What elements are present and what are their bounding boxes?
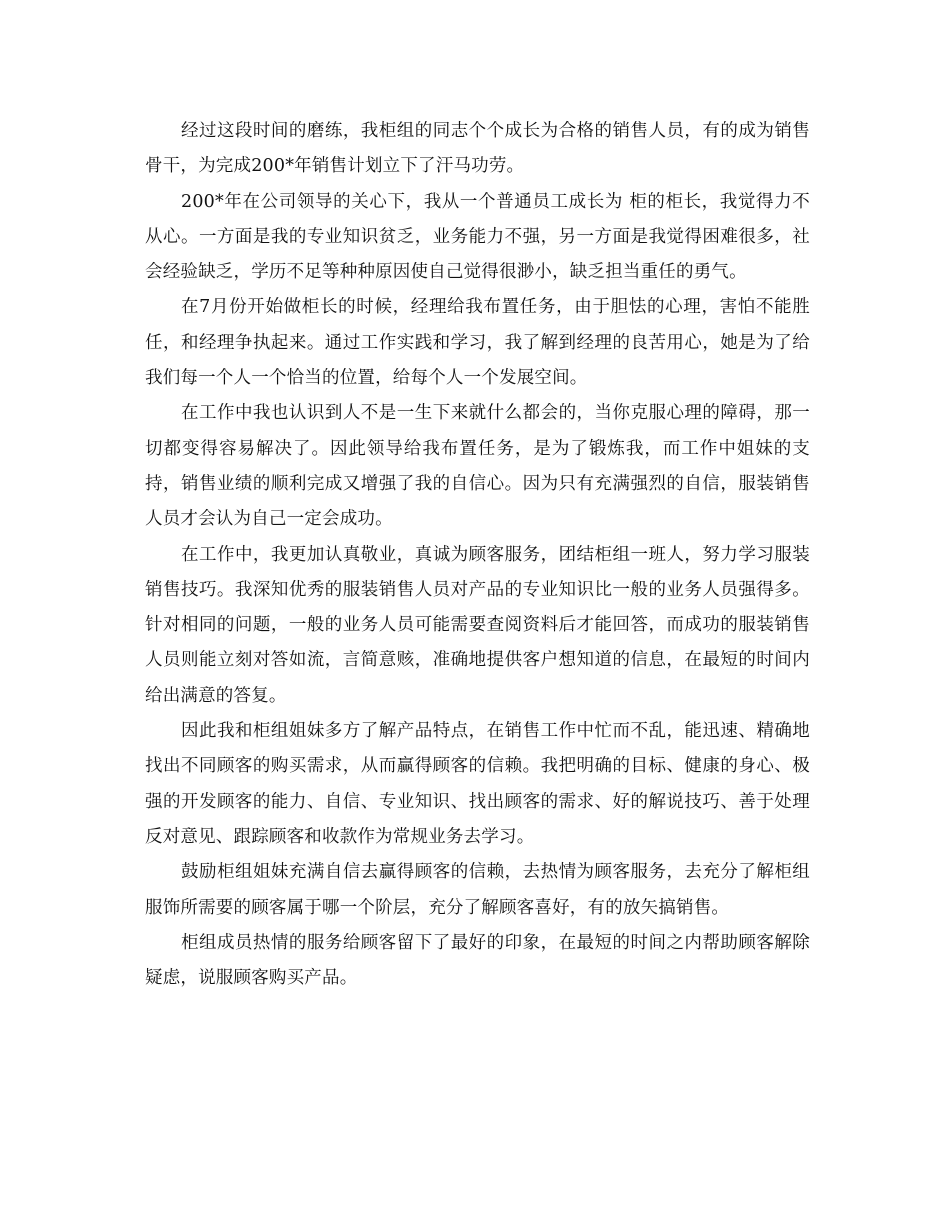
- paragraph: 经过这段时间的磨练，我柜组的同志个个成长为合格的销售人员，有的成为销售骨干，为完成200*年销售计划立下了汗马功劳。: [145, 121, 810, 177]
- paragraph: 在工作中我也认识到人不是一生下来就什么都会的，当你克服心理的障碍，那一切都变得容易解决了。因此领导给我布置任务，是为了锻炼我，而工作中姐妹的支持，销售业绩的顺利完成又增强了我的自信心。因为只有充满强烈的自信，服装销售人员才会认为自己一定会成功。: [145, 403, 810, 530]
- paragraph: 柜组成员热情的服务给顾客留下了最好的印象，在最短的时间之内帮助顾客解除疑虑，说服顾客购买产品。: [145, 932, 810, 989]
- paragraph: 因此我和柜组姐妹多方了解产品特点，在销售工作中忙而不乱，能迅速、精确地找出不同顾客的购买需求，从而赢得顾客的信赖。我把明确的目标、健康的身心、极强的开发顾客的能力、自信、专业知识、找出顾客的需求、好的解说技巧、善于处理反对意见、跟踪顾客和收款作为常规业务去学习。: [145, 721, 810, 847]
- paragraph: 在7月份开始做柜长的时候，经理给我布置任务，由于胆怯的心理，害怕不能胜任，和经理争执起来。通过工作实践和学习，我了解到经理的良苦用心，她是为了给我们每一个人一个恰当的位置，给每个人一个发展空间。: [145, 297, 810, 389]
- paragraph: 鼓励柜组姐妹充满自信去赢得顾客的信赖，去热情为顾客服务，去充分了解柜组服饰所需要的顾客属于哪一个阶层，充分了解顾客喜好，有的放矢搞销售。: [145, 862, 810, 918]
- paragraph: 在工作中，我更加认真敬业，真诚为顾客服务，团结柜组一班人，努力学习服装销售技巧。我深知优秀的服装销售人员对产品的专业知识比一般的业务人员强得多。针对相同的问题，一般的业务人员可能需要查阅资料后才能回答，而成功的服装销售人员则能立刻对答如流，言简意赅，准确地提供客户想知道的信息，在最短的时间内给出满意的答复。: [145, 544, 810, 706]
- paragraph: 200*年在公司领导的关心下，我从一个普通员工成长为 柜的柜长，我觉得力不从心。一方面是我的专业知识贫乏，业务能力不强，另一方面是我觉得困难很多，社会经验缺乏，学历不足等种种原因使自己觉得很渺小，缺乏担当重任的勇气。: [145, 191, 810, 283]
- document-body: [145, 114, 810, 996]
